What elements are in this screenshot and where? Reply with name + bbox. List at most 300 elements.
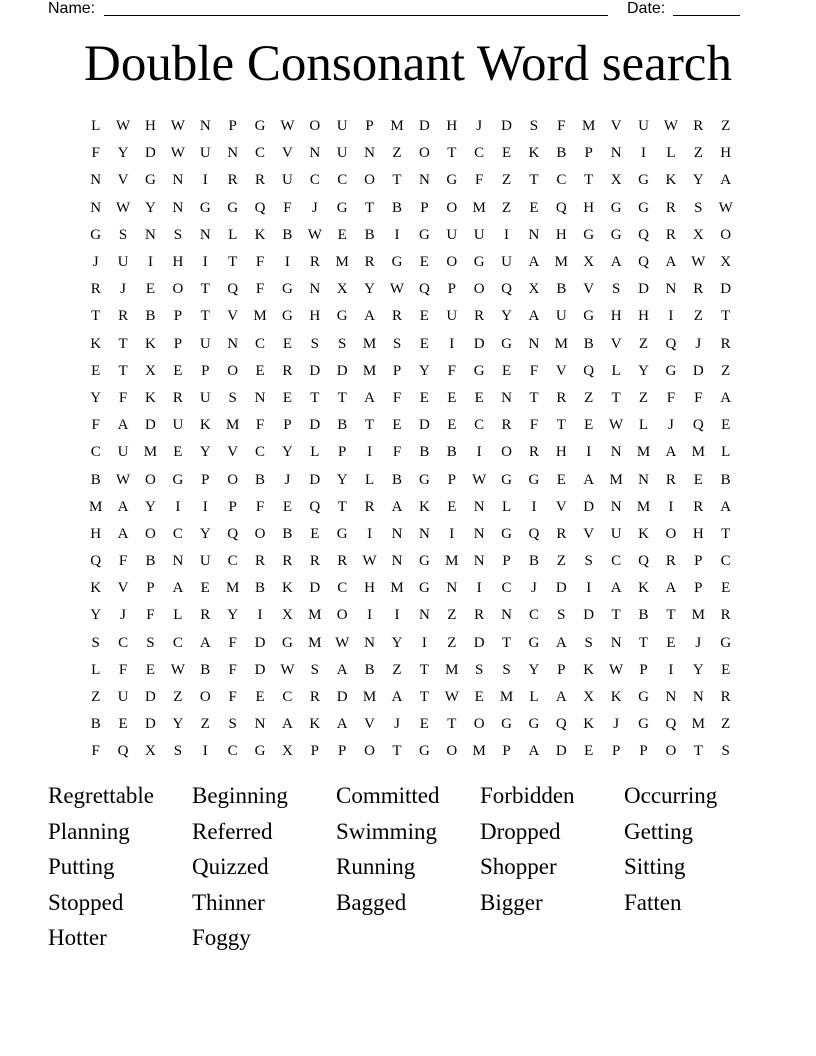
grid-letter[interactable]: B — [145, 308, 156, 325]
grid-letter[interactable]: R — [556, 525, 567, 542]
grid-letter[interactable]: Q — [227, 525, 239, 542]
grid-letter[interactable]: G — [473, 362, 485, 379]
grid-letter[interactable]: R — [255, 553, 266, 570]
grid-letter[interactable]: N — [528, 226, 540, 243]
grid-letter[interactable]: K — [145, 335, 156, 352]
grid-letter[interactable]: F — [255, 417, 265, 434]
grid-letter[interactable]: X — [145, 362, 156, 379]
grid-letter[interactable]: M — [362, 362, 377, 379]
grid-letter[interactable]: S — [611, 281, 621, 298]
grid-letter[interactable]: U — [336, 118, 348, 135]
grid-letter[interactable]: N — [473, 525, 485, 542]
grid-letter[interactable]: F — [529, 417, 539, 434]
grid-letter[interactable]: I — [668, 661, 674, 678]
grid-letter[interactable]: R — [665, 553, 676, 570]
grid-letter[interactable]: H — [555, 226, 567, 243]
grid-letter[interactable]: W — [718, 199, 733, 216]
grid-letter[interactable]: E — [529, 199, 539, 216]
grid-letter[interactable]: M — [445, 661, 459, 678]
grid-letter[interactable]: E — [392, 417, 402, 434]
grid-letter[interactable]: J — [92, 254, 99, 271]
grid-letter[interactable]: F — [228, 661, 237, 678]
grid-letter[interactable]: P — [611, 743, 621, 760]
grid-letter[interactable]: Z — [447, 607, 457, 624]
grid-letter[interactable]: N — [665, 281, 677, 298]
grid-letter[interactable]: B — [90, 471, 101, 488]
grid-letter[interactable]: P — [694, 580, 703, 597]
grid-letter[interactable]: I — [449, 525, 455, 542]
grid-letter[interactable]: L — [365, 471, 375, 488]
grid-letter[interactable]: E — [693, 471, 703, 488]
grid-letter[interactable]: Y — [90, 607, 102, 624]
grid-letter[interactable]: Y — [391, 634, 403, 651]
grid-letter[interactable]: D — [418, 118, 430, 135]
grid-letter[interactable]: F — [557, 118, 566, 135]
grid-letter[interactable]: Q — [665, 335, 677, 352]
grid-letter[interactable]: E — [447, 498, 457, 515]
grid-letter[interactable]: Y — [282, 444, 293, 461]
grid-letter[interactable]: G — [172, 471, 184, 488]
grid-letter[interactable]: P — [338, 743, 347, 760]
grid-letter[interactable]: N — [638, 471, 649, 488]
grid-letter[interactable]: N — [90, 199, 102, 216]
grid-letter[interactable]: H — [638, 308, 649, 325]
grid-letter[interactable]: I — [586, 444, 592, 461]
grid-letter[interactable]: W — [307, 226, 322, 243]
grid-letter[interactable]: T — [91, 308, 101, 325]
grid-letter[interactable]: G — [227, 199, 239, 216]
grid-letter[interactable]: O — [227, 471, 239, 488]
grid-letter[interactable]: C — [501, 580, 512, 597]
grid-letter[interactable]: O — [473, 281, 485, 298]
grid-letter[interactable]: I — [202, 172, 208, 189]
grid-letter[interactable]: M — [143, 444, 158, 461]
grid-letter[interactable]: B — [255, 471, 266, 488]
grid-letter[interactable]: Z — [638, 389, 649, 406]
grid-letter[interactable]: W — [280, 661, 295, 678]
grid-letter[interactable]: L — [529, 689, 539, 706]
grid-letter[interactable]: Q — [638, 254, 649, 271]
grid-letter[interactable]: N — [501, 607, 512, 624]
grid-letter[interactable]: R — [282, 553, 293, 570]
grid-letter[interactable]: N — [145, 226, 156, 243]
grid-letter[interactable]: P — [447, 471, 456, 488]
grid-letter[interactable]: P — [173, 335, 183, 352]
grid-letter[interactable]: B — [583, 335, 594, 352]
grid-letter[interactable]: W — [116, 199, 131, 216]
grid-letter[interactable]: F — [228, 689, 237, 706]
grid-letter[interactable]: N — [610, 145, 622, 162]
grid-letter[interactable]: C — [255, 444, 266, 461]
grid-letter[interactable]: L — [638, 417, 649, 434]
grid-letter[interactable]: Q — [555, 199, 567, 216]
grid-letter[interactable]: B — [556, 281, 567, 298]
grid-letter[interactable]: V — [282, 145, 293, 162]
grid-letter[interactable]: K — [199, 417, 211, 434]
grid-letter[interactable]: T — [584, 172, 594, 189]
grid-letter[interactable]: C — [227, 743, 238, 760]
grid-letter[interactable]: R — [720, 335, 731, 352]
grid-letter[interactable]: R — [391, 308, 402, 325]
grid-letter[interactable]: R — [309, 553, 320, 570]
grid-letter[interactable]: D — [418, 417, 430, 434]
grid-letter[interactable]: G — [418, 580, 430, 597]
grid-letter[interactable]: N — [610, 498, 622, 515]
grid-letter[interactable]: G — [90, 226, 102, 243]
grid-letter[interactable]: G — [528, 716, 540, 733]
grid-letter[interactable]: Q — [583, 362, 595, 379]
grid-letter[interactable]: P — [502, 553, 511, 570]
grid-letter[interactable]: E — [474, 389, 484, 406]
grid-letter[interactable]: V — [117, 172, 129, 189]
grid-letter[interactable]: T — [447, 145, 457, 162]
grid-letter[interactable]: Z — [584, 389, 594, 406]
grid-letter[interactable]: Q — [309, 498, 321, 515]
grid-letter[interactable]: C — [255, 335, 266, 352]
grid-letter[interactable]: M — [390, 118, 404, 135]
grid-letter[interactable]: I — [668, 498, 674, 515]
grid-letter[interactable]: J — [394, 716, 400, 733]
grid-letter[interactable]: W — [362, 553, 377, 570]
grid-letter[interactable]: E — [666, 634, 676, 651]
grid-letter[interactable]: M — [445, 553, 459, 570]
grid-letter[interactable]: L — [611, 362, 621, 379]
grid-letter[interactable]: T — [501, 634, 512, 651]
grid-letter[interactable]: D — [145, 145, 156, 162]
grid-letter[interactable]: R — [200, 607, 211, 624]
grid-letter[interactable]: G — [501, 525, 512, 542]
grid-letter[interactable]: X — [720, 254, 732, 271]
grid-letter[interactable]: M — [472, 743, 486, 760]
grid-letter[interactable]: W — [472, 471, 487, 488]
grid-letter[interactable]: D — [254, 661, 266, 678]
grid-letter[interactable]: Z — [721, 716, 731, 733]
grid-letter[interactable]: A — [117, 498, 129, 515]
grid-letter[interactable]: Q — [227, 281, 239, 298]
grid-letter[interactable]: N — [364, 634, 376, 651]
grid-letter[interactable]: C — [172, 634, 183, 651]
grid-letter[interactable]: O — [145, 471, 156, 488]
grid-letter[interactable]: C — [227, 553, 238, 570]
grid-letter[interactable]: I — [641, 145, 646, 162]
grid-letter[interactable]: C — [720, 553, 731, 570]
grid-letter[interactable]: E — [584, 743, 594, 760]
grid-letter[interactable]: G — [282, 634, 293, 651]
grid-letter[interactable]: M — [636, 444, 651, 461]
grid-letter[interactable]: Y — [692, 172, 704, 189]
grid-letter[interactable]: T — [556, 417, 566, 434]
grid-letter[interactable]: W — [444, 689, 459, 706]
grid-letter[interactable]: K — [145, 389, 156, 406]
grid-letter[interactable]: H — [446, 118, 458, 135]
grid-letter[interactable]: N — [364, 145, 376, 162]
grid-letter[interactable]: H — [583, 199, 595, 216]
grid-letter[interactable]: E — [556, 471, 566, 488]
grid-letter[interactable]: J — [695, 335, 702, 352]
grid-letter[interactable]: X — [692, 226, 704, 243]
grid-letter[interactable]: F — [666, 389, 676, 406]
grid-letter[interactable]: O — [446, 199, 458, 216]
grid-letter[interactable]: S — [392, 335, 402, 352]
grid-letter[interactable]: J — [120, 281, 126, 298]
grid-letter[interactable]: G — [528, 471, 540, 488]
grid-letter[interactable]: K — [665, 172, 677, 189]
grid-letter[interactable]: G — [418, 226, 430, 243]
grid-letter[interactable]: U — [199, 145, 211, 162]
grid-letter[interactable]: I — [531, 498, 537, 515]
grid-letter[interactable]: M — [225, 580, 240, 597]
grid-letter[interactable]: H — [145, 118, 156, 135]
grid-letter[interactable]: Z — [392, 145, 402, 162]
grid-letter[interactable]: U — [199, 335, 211, 352]
grid-letter[interactable]: G — [528, 634, 540, 651]
grid-letter[interactable]: X — [528, 281, 540, 298]
grid-letter[interactable]: U — [555, 308, 567, 325]
grid-letter[interactable]: A — [336, 716, 348, 733]
grid-letter[interactable]: V — [555, 498, 567, 515]
grid-letter[interactable]: N — [610, 634, 622, 651]
grid-letter[interactable]: T — [419, 689, 429, 706]
grid-letter[interactable]: I — [421, 634, 427, 651]
grid-letter[interactable]: W — [335, 634, 350, 651]
grid-letter[interactable]: G — [665, 362, 677, 379]
grid-letter[interactable]: P — [338, 444, 347, 461]
grid-letter[interactable]: B — [282, 226, 293, 243]
grid-letter[interactable]: T — [392, 743, 402, 760]
grid-letter[interactable]: O — [720, 226, 732, 243]
grid-letter[interactable]: E — [310, 525, 320, 542]
grid-letter[interactable]: G — [610, 226, 622, 243]
grid-letter[interactable]: A — [117, 525, 129, 542]
grid-letter[interactable]: E — [173, 362, 183, 379]
grid-letter[interactable]: G — [583, 226, 595, 243]
grid-letter[interactable]: N — [692, 689, 704, 706]
grid-letter[interactable]: T — [310, 389, 320, 406]
grid-letter[interactable]: E — [721, 417, 731, 434]
grid-letter[interactable]: O — [145, 525, 156, 542]
grid-letter[interactable]: J — [667, 417, 674, 434]
grid-letter[interactable]: F — [118, 661, 128, 678]
grid-letter[interactable]: R — [90, 281, 101, 298]
grid-letter[interactable]: Y — [117, 145, 129, 162]
grid-letter[interactable]: O — [172, 281, 184, 298]
grid-letter[interactable]: U — [638, 118, 649, 135]
grid-letter[interactable]: E — [419, 716, 429, 733]
grid-letter[interactable]: U — [117, 254, 129, 271]
grid-letter[interactable]: R — [309, 254, 320, 271]
grid-letter[interactable]: S — [529, 118, 539, 135]
grid-letter[interactable]: S — [502, 661, 511, 678]
grid-letter[interactable]: O — [227, 362, 239, 379]
grid-letter[interactable]: Y — [528, 661, 540, 678]
grid-letter[interactable]: P — [639, 743, 648, 760]
grid-letter[interactable]: E — [584, 417, 594, 434]
grid-letter[interactable]: B — [391, 471, 402, 488]
grid-letter[interactable]: C — [474, 145, 485, 162]
grid-letter[interactable]: A — [117, 417, 129, 434]
grid-letter[interactable]: H — [309, 308, 321, 325]
grid-letter[interactable]: U — [199, 389, 211, 406]
grid-letter[interactable]: B — [391, 199, 402, 216]
grid-letter[interactable]: D — [720, 281, 732, 298]
grid-letter[interactable]: G — [336, 199, 348, 216]
grid-letter[interactable]: R — [693, 281, 704, 298]
grid-letter[interactable]: T — [228, 254, 238, 271]
grid-letter[interactable]: B — [556, 145, 567, 162]
grid-letter[interactable]: A — [391, 498, 403, 515]
grid-letter[interactable]: M — [308, 607, 322, 624]
grid-letter[interactable]: G — [638, 199, 649, 216]
grid-letter[interactable]: A — [665, 580, 677, 597]
grid-letter[interactable]: M — [499, 689, 514, 706]
grid-letter[interactable]: M — [335, 254, 349, 271]
grid-letter[interactable]: M — [691, 607, 705, 624]
grid-letter[interactable]: P — [557, 661, 566, 678]
grid-letter[interactable]: U — [117, 689, 129, 706]
grid-letter[interactable]: F — [91, 145, 100, 162]
date-blank[interactable] — [673, 15, 740, 16]
grid-letter[interactable]: G — [501, 471, 512, 488]
grid-letter[interactable]: A — [720, 498, 732, 515]
grid-letter[interactable]: Y — [227, 607, 239, 624]
grid-letter[interactable]: L — [173, 607, 183, 624]
grid-letter[interactable]: Y — [90, 389, 102, 406]
grid-letter[interactable]: P — [146, 580, 155, 597]
grid-letter[interactable]: C — [309, 172, 320, 189]
grid-letter[interactable]: G — [720, 634, 732, 651]
grid-letter[interactable]: S — [118, 226, 128, 243]
grid-letter[interactable]: F — [118, 389, 128, 406]
grid-letter[interactable]: D — [473, 634, 485, 651]
grid-letter[interactable]: H — [90, 525, 102, 542]
grid-letter[interactable]: D — [309, 417, 321, 434]
grid-letter[interactable]: B — [337, 417, 348, 434]
grid-letter[interactable]: C — [528, 607, 539, 624]
grid-letter[interactable]: E — [474, 689, 484, 706]
grid-letter[interactable]: G — [336, 308, 348, 325]
grid-letter[interactable]: G — [638, 716, 649, 733]
grid-letter[interactable]: U — [501, 254, 512, 271]
grid-letter[interactable]: T — [447, 716, 457, 733]
grid-letter[interactable]: Q — [117, 743, 129, 760]
grid-letter[interactable]: T — [365, 417, 375, 434]
grid-letter[interactable]: F — [146, 607, 155, 624]
grid-letter[interactable]: R — [720, 607, 731, 624]
grid-letter[interactable]: V — [583, 525, 595, 542]
grid-letter[interactable]: U — [282, 172, 293, 189]
grid-letter[interactable]: D — [501, 118, 512, 135]
grid-letter[interactable]: I — [394, 226, 400, 243]
grid-letter[interactable]: B — [720, 471, 731, 488]
grid-letter[interactable]: A — [555, 689, 567, 706]
grid-letter[interactable]: G — [418, 743, 430, 760]
grid-letter[interactable]: V — [227, 308, 239, 325]
grid-letter[interactable]: B — [638, 607, 649, 624]
grid-letter[interactable]: O — [364, 743, 376, 760]
grid-letter[interactable]: X — [282, 607, 293, 624]
grid-letter[interactable]: I — [668, 308, 674, 325]
grid-letter[interactable]: M — [609, 471, 623, 488]
grid-letter[interactable]: E — [282, 498, 293, 515]
grid-letter[interactable]: I — [476, 444, 482, 461]
grid-letter[interactable]: T — [118, 335, 128, 352]
grid-letter[interactable]: E — [721, 661, 731, 678]
grid-letter[interactable]: R — [665, 226, 676, 243]
grid-letter[interactable]: M — [691, 716, 705, 733]
grid-letter[interactable]: R — [528, 444, 539, 461]
grid-letter[interactable]: O — [665, 525, 677, 542]
grid-letter[interactable]: S — [228, 389, 237, 406]
grid-letter[interactable]: L — [310, 444, 320, 461]
grid-letter[interactable]: B — [528, 553, 539, 570]
grid-letter[interactable]: E — [200, 580, 210, 597]
grid-letter[interactable]: I — [284, 254, 290, 271]
grid-letter[interactable]: R — [693, 498, 704, 515]
grid-letter[interactable]: P — [392, 362, 402, 379]
grid-letter[interactable]: D — [336, 689, 348, 706]
grid-letter[interactable]: S — [228, 716, 237, 733]
grid-letter[interactable]: K — [638, 525, 649, 542]
grid-letter[interactable]: I — [449, 335, 455, 352]
grid-letter[interactable]: W — [609, 417, 624, 434]
grid-letter[interactable]: C — [611, 553, 622, 570]
grid-letter[interactable]: T — [611, 389, 621, 406]
grid-letter[interactable]: F — [283, 199, 292, 216]
grid-letter[interactable]: J — [120, 607, 126, 624]
grid-letter[interactable]: F — [228, 634, 237, 651]
grid-letter[interactable]: I — [202, 743, 208, 760]
grid-letter[interactable]: D — [692, 362, 704, 379]
grid-letter[interactable]: M — [253, 308, 267, 325]
grid-letter[interactable]: M — [582, 118, 596, 135]
grid-letter[interactable]: E — [501, 145, 512, 162]
grid-letter[interactable]: Z — [556, 553, 566, 570]
grid-letter[interactable]: S — [173, 743, 183, 760]
grid-letter[interactable]: P — [228, 498, 237, 515]
grid-letter[interactable]: Z — [693, 308, 703, 325]
grid-letter[interactable]: Z — [91, 689, 101, 706]
grid-letter[interactable]: M — [308, 634, 322, 651]
grid-letter[interactable]: C — [556, 172, 567, 189]
grid-letter[interactable]: G — [638, 689, 649, 706]
grid-letter[interactable]: A — [583, 471, 595, 488]
grid-letter[interactable]: K — [638, 580, 649, 597]
grid-letter[interactable]: X — [583, 254, 595, 271]
grid-letter[interactable]: Z — [638, 335, 649, 352]
grid-letter[interactable]: F — [474, 172, 484, 189]
grid-letter[interactable]: N — [172, 553, 184, 570]
grid-letter[interactable]: S — [584, 553, 593, 570]
grid-letter[interactable]: E — [255, 362, 265, 379]
grid-letter[interactable]: K — [610, 689, 622, 706]
grid-letter[interactable]: A — [364, 389, 376, 406]
grid-letter[interactable]: P — [283, 417, 292, 434]
grid-letter[interactable]: R — [556, 389, 567, 406]
grid-letter[interactable]: U — [172, 417, 184, 434]
grid-letter[interactable]: E — [501, 362, 512, 379]
grid-letter[interactable]: A — [720, 172, 732, 189]
grid-letter[interactable]: R — [364, 498, 375, 515]
grid-letter[interactable]: E — [419, 335, 429, 352]
grid-letter[interactable]: D — [555, 743, 567, 760]
grid-letter[interactable]: G — [282, 281, 293, 298]
grid-letter[interactable]: Q — [90, 553, 102, 570]
grid-letter[interactable]: T — [529, 172, 539, 189]
grid-letter[interactable]: C — [90, 444, 101, 461]
grid-letter[interactable]: D — [145, 417, 156, 434]
grid-letter[interactable]: T — [419, 661, 429, 678]
grid-letter[interactable]: B — [282, 525, 293, 542]
